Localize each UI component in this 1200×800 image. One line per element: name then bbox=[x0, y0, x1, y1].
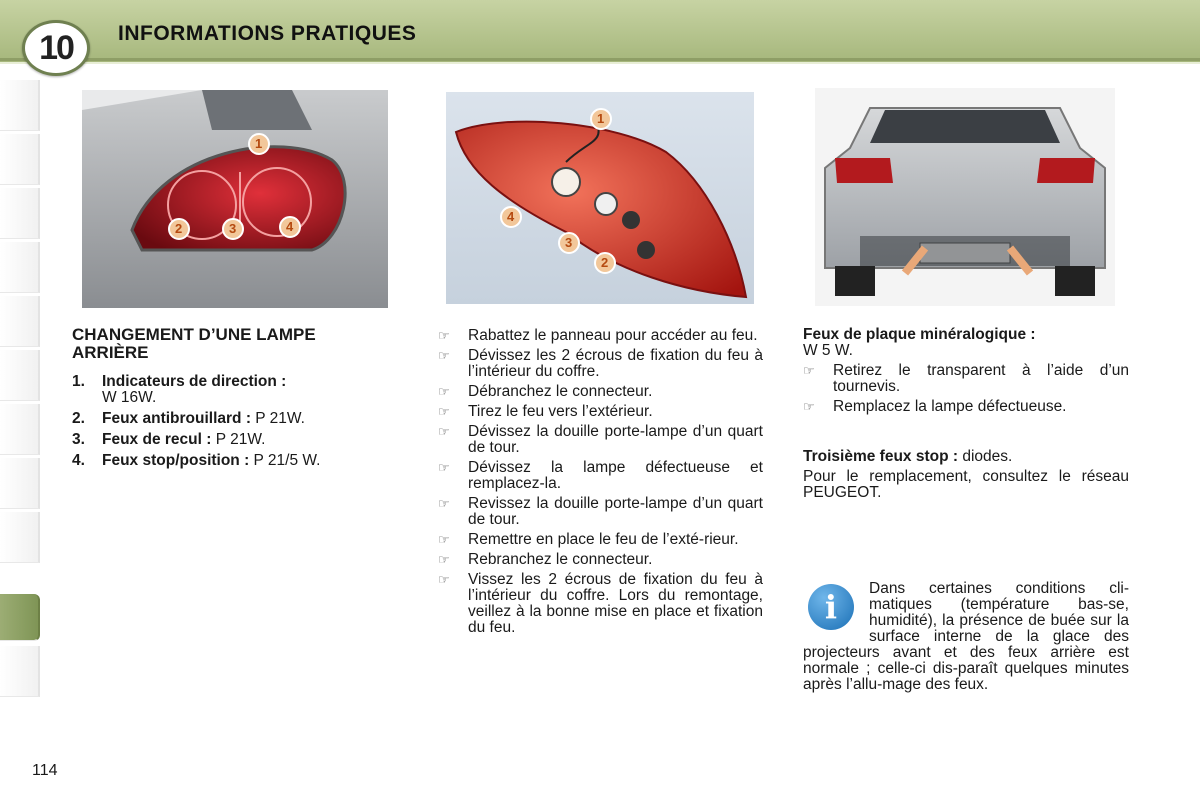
car-rear-view-image bbox=[815, 88, 1115, 306]
callout-4: 4 bbox=[500, 206, 522, 228]
rear-lamp-closeup-image bbox=[82, 90, 388, 308]
item-value: P 21/5 W. bbox=[249, 452, 321, 469]
chapter-tab-active[interactable] bbox=[0, 594, 40, 641]
item-number: 2. bbox=[72, 410, 85, 427]
step-item: ☞ Remplacez la lampe défectueuse. bbox=[803, 398, 1067, 415]
pointing-hand-icon: ☞ bbox=[438, 328, 450, 343]
info-note-text: Dans certaines conditions cli-matiques (température bas-se, humidité), la présence de buée sur la surface interne de la glace des projecteurs avant et des feux arrière est normale ; celle-ci dis-paraît quelques minutes après l’allu-mage des feux. bbox=[803, 580, 1129, 693]
chapter-tab[interactable] bbox=[0, 458, 40, 509]
item-value: P 21W. bbox=[211, 431, 266, 448]
right-column bbox=[803, 327, 1129, 505]
left-column bbox=[72, 326, 392, 474]
step-item: ☞ Vissez les 2 écrous de fixation du feu à l’intérieur du coffre. Lors du remontage, veillez à la bonne mise en place et fixation du feu. bbox=[438, 571, 763, 636]
page-number: 114 bbox=[32, 762, 58, 779]
item-value: P 21W. bbox=[250, 410, 305, 427]
pointing-hand-icon: ☞ bbox=[438, 496, 450, 511]
chapter-number-badge: 10 bbox=[22, 20, 90, 76]
pointing-hand-icon: ☞ bbox=[438, 404, 450, 419]
list-item bbox=[72, 411, 392, 427]
callout-2: 2 bbox=[594, 252, 616, 274]
chapter-tab[interactable] bbox=[0, 296, 40, 347]
chapter-tab[interactable] bbox=[0, 134, 40, 185]
item-number: 1. bbox=[72, 373, 85, 390]
step-item: ☞ Revissez la douille porte-lampe d’un quart de tour. bbox=[438, 495, 763, 528]
lamp-list bbox=[72, 374, 392, 469]
chapter-tab[interactable] bbox=[0, 646, 40, 697]
pointing-hand-icon: ☞ bbox=[438, 572, 450, 587]
chapter-title: INFORMATIONS PRATIQUES bbox=[118, 22, 417, 45]
header-divider bbox=[0, 58, 1200, 61]
pointing-hand-icon: ☞ bbox=[438, 384, 450, 399]
item-label: Feux antibrouillard : bbox=[102, 410, 251, 427]
list-item bbox=[72, 432, 392, 448]
chapter-tab[interactable] bbox=[0, 188, 40, 239]
step-item: ☞ Dévissez la lampe défectueuse et remplacez-la. bbox=[438, 459, 763, 492]
plate-lamp-heading: Feux de plaque minéralogique : W 5 W. bbox=[803, 326, 1036, 359]
step-item: ☞ Tirez le feu vers l’extérieur. bbox=[438, 403, 653, 420]
step-item: ☞ Débranchez le connecteur. bbox=[438, 383, 653, 400]
step-item: ☞ Dévissez la douille porte-lampe d’un quart de tour. bbox=[438, 423, 763, 456]
pointing-hand-icon: ☞ bbox=[438, 532, 450, 547]
item-number: 4. bbox=[72, 452, 85, 469]
callout-2: 2 bbox=[168, 218, 190, 240]
chapter-tab[interactable] bbox=[0, 404, 40, 455]
pointing-hand-icon: ☞ bbox=[438, 424, 450, 439]
callout-3: 3 bbox=[558, 232, 580, 254]
pointing-hand-icon: ☞ bbox=[803, 363, 815, 378]
list-item bbox=[72, 374, 392, 406]
list-item bbox=[72, 453, 392, 469]
callout-1: 1 bbox=[590, 108, 612, 130]
step-item: ☞ Remettre en place le feu de l’exté-rieur. bbox=[438, 531, 739, 548]
pointing-hand-icon: ☞ bbox=[438, 552, 450, 567]
pointing-hand-icon: ☞ bbox=[438, 348, 450, 363]
step-item: ☞ Rabattez le panneau pour accéder au feu. bbox=[438, 327, 758, 344]
step-item: ☞ Retirez le transparent à l’aide d’un tournevis. bbox=[803, 362, 1129, 395]
item-label: Feux stop/position : bbox=[102, 452, 250, 469]
third-stop-note: Pour le remplacement, consultez le réseau PEUGEOT. bbox=[803, 468, 1129, 501]
pointing-hand-icon: ☞ bbox=[438, 460, 450, 475]
callout-3: 3 bbox=[222, 218, 244, 240]
callout-1: 1 bbox=[248, 133, 270, 155]
item-label: Indicateurs de direction : bbox=[102, 373, 287, 390]
item-number: 3. bbox=[72, 431, 85, 448]
info-note bbox=[803, 581, 1129, 697]
info-icon: i bbox=[808, 584, 854, 630]
chapter-tab[interactable] bbox=[0, 80, 40, 131]
pointing-hand-icon: ☞ bbox=[803, 399, 815, 414]
section-title: CHANGEMENT D’UNE LAMPE ARRIÈRE bbox=[72, 325, 316, 362]
callout-4: 4 bbox=[279, 216, 301, 238]
item-label: Feux de recul : bbox=[102, 431, 212, 448]
chapter-tabs bbox=[0, 80, 40, 720]
chapter-tab[interactable] bbox=[0, 512, 40, 563]
chapter-tab[interactable] bbox=[0, 350, 40, 401]
chapter-tab[interactable] bbox=[0, 242, 40, 293]
rear-lamp-unit-image bbox=[446, 92, 754, 304]
item-value: W 16W. bbox=[102, 389, 157, 406]
third-stop-heading: Troisième feux stop : diodes. bbox=[803, 448, 1013, 465]
step-item: ☞ Dévissez les 2 écrous de fixation du feu à l’intérieur du coffre. bbox=[438, 347, 763, 380]
info-icon-spacer bbox=[803, 581, 869, 645]
step-item: ☞ Rebranchez le connecteur. bbox=[438, 551, 653, 568]
middle-column bbox=[438, 328, 763, 640]
